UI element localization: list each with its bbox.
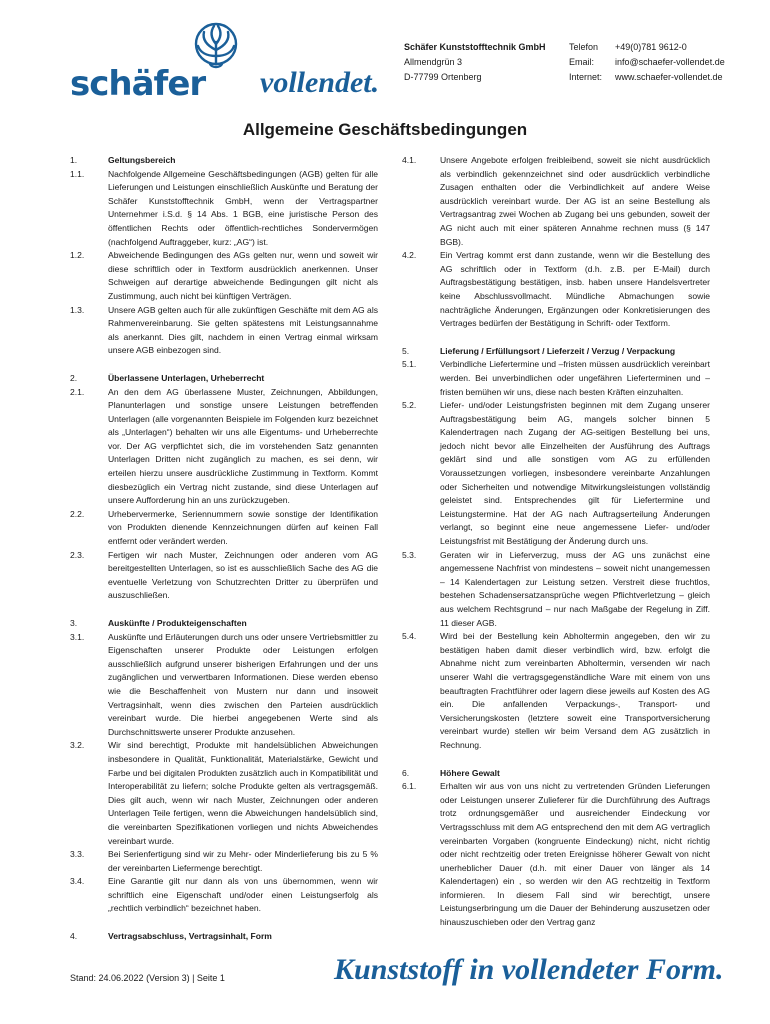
- section-spacer: [70, 603, 378, 617]
- section-heading-text: Höhere Gewalt: [440, 767, 500, 778]
- clause: [70, 249, 378, 303]
- clause-number: 5.1.: [402, 359, 417, 370]
- clause-text: Unsere AGB gelten auch für alle zukünftigen Geschäfte mit dem AG als Rahmenvereinbarung. Sie gelten spätestens mit Leistungsannahme als anerkannt. Dies gilt, nachdem in einen Vertrag einmal wirksam unsere AGB einbezogen sind.: [108, 304, 378, 356]
- clause-text: Ein Vertrag kommt erst dann zustande, wenn wir die Bestellung des AG schriftlich oder in Textform (d.h. z.B. per E-Mail) durch Auftragsbestätigung bestätigen, insb. haben unsere Handelsvertreter keine Abschlussvollmacht. Mündliche Abmachungen sowie nachträgliche Änderungen, Ergänzungen oder Konkretisierungen des Vertrages bedürfen der Bestätigung in Schrift- oder Textform.: [440, 250, 710, 329]
- footer-version: Stand: 24.06.2022 (Version 3) | Seite 1: [70, 973, 225, 983]
- clause: [70, 304, 378, 358]
- left-column: [70, 154, 378, 944]
- clause: [402, 630, 710, 752]
- company-street: Allmendgrün 3: [404, 57, 463, 67]
- page-title: Allgemeine Geschäftsbedingungen: [242, 120, 528, 139]
- clause-number: 1.3.: [70, 304, 85, 315]
- company-city: D-77799 Ortenberg: [404, 72, 482, 82]
- clause-text: Erhalten wir aus von uns nicht zu vertretenden Gründen Lieferungen oder Leistungen unserer Zulieferer für die Durchführung des Auftrags trotz ordnungsgemäßer und ausreichender Eindeckung vor Vertragsschluss mit dem AG entsprechend den mit dem AG vertraglich vereinbarten Vorgaben (kongruente Eindeckung) nicht, nicht richtig oder nicht rechtzeitig oder treten Ereignisse höherer Gewalt von nicht unerheblicher Dauer (d.h. mit einer Dauer von länger als 14 Kalendertagen) ein , so werden wir den AG rechtzeitig in Textform informieren. In diesem Fall sind wir berechtigt, unsere Leistungserbringung um die Dauer der Behinderung auszusetzen oder hinauszuschieben oder den Vertrag ganz: [440, 781, 710, 928]
- clause: [402, 549, 710, 631]
- section-heading: [402, 767, 710, 781]
- clause-number: 1.2.: [70, 250, 85, 261]
- clause-text: Geraten wir in Lieferverzug, muss der AG uns zunächst eine angemessene Nachfrist von mindestens – soweit nicht unangemessen – 14 Kalendertagen zur Leistung setzen. Verstreit diese fruchtlos, bestehen Schadensersatzansprüche wegen Pflichtverletzung – gleich aus welchem Rechtsgrund – nur nach Maßgabe der Regelung in Ziff. 11 dieser AGB.: [440, 549, 710, 628]
- clause-text: Wir sind berechtigt, Produkte mit handelsüblichen Abweichungen insbesondere in Qualität, Funktionalität, Materialstärke, Gewicht und Farbe und bei digitalen Produkten zusätzlich auch in Kompatibilität und Interoperabilität zu liefern; solche Produkte gelten als vertragsgemäß. Dies gilt auch, wenn wir nach Muster, Zeichnungen oder anderen Unterlagen Teile fertigen, wenn die Abweichungen handelsüblich sind, die vereinbarten Spezifikationen vorliegen und nichts Abweichendes vereinbart wurde.: [108, 740, 378, 846]
- section-spacer: [402, 331, 710, 345]
- company-logo: [70, 20, 390, 104]
- section-heading-text: Geltungsbereich: [108, 155, 176, 165]
- clause: [402, 358, 710, 399]
- clause-number: 2.2.: [70, 508, 85, 519]
- clause-text: Wird bei der Bestellung kein Abholtermin angegeben, den wir zu bestätigen haben damit dieser verbindlich wird, bzw. erfolgt die Abnahme nicht zum vereinbarten Abholtermin, versenden wir nach unserer Wahl die vertragsgegenständliche Ware mit einem von uns beauftragten Frachtführer oder lagern diese jeweils auf Kosten des AG ein. Die anfallenden Verpackungs-, Transport- und Versicherungskosten (letztere soweit eine Transportversicherung vereinbart wurde) stellen wir beim Versand dem AG zusätzlich in Rechnung.: [440, 631, 710, 750]
- clause-text: Liefer- und/oder Leistungsfristen beginnen mit dem Zugang unserer Auftragsbestätigung beim AG, mangels solcher binnen 5 Kalendertragen nach Zugang der AG-seitigen Bestellung bei uns, jedoch nicht bevor alle Einzelheiten der Ausführung des Auftrags geklärt sind und alle sonstigen vom AG zu erfüllenden Voraussetzungen vorliegen, insbesondere vereinbarte Anzahlungen oder Sicherheiten und notwendige Mitwirkungsleistungen vollständig geleistet sind. Entsprechendes gilt für Liefertermine und Leistungstermine. Hat der AG nach Auftragserteilung Änderungen verlangt, so beginnt eine neue angemessene Liefer- und/oder Leistungsfrist mit Bestätigung der Änderung durch uns.: [440, 400, 710, 547]
- section-spacer: [70, 916, 378, 930]
- clause-number: 3.4.: [70, 876, 85, 887]
- company-name: Schäfer Kunststofftechnik GmbH: [404, 42, 546, 52]
- footer-slogan: Kunststoff in vollendeter Form.: [334, 953, 724, 986]
- clause: [70, 386, 378, 508]
- clause: [402, 249, 710, 331]
- clause-text: Unsere Angebote erfolgen freibleibend, soweit sie nicht ausdrücklich als verbindlich gekennzeichnet sind oder ausdrücklich verbindliche Zusagen enthalten oder die Verbindlichkeit auf andere Weise ausdrücklich vereinbart wurde. Der AG ist an seine Bestellung als Vertragsantrag zwei Wochen ab Zugang bei uns gebunden, soweit der AG nicht auch mit einer späteren Annahme rechnen muss (§ 147 BGB).: [440, 155, 710, 247]
- clause-number: 4.1.: [402, 155, 417, 165]
- section-heading: [402, 345, 710, 359]
- clause-text: Fertigen wir nach Muster, Zeichnungen oder anderen vom AG bereitgestellten Unterlagen, so ist es ausschließlich Sache des AG die eventuelle Verletzung von Schutzrechten Dritter zu überprüfen und auszuschließen.: [108, 549, 378, 601]
- clause-number: 2.1.: [70, 386, 85, 397]
- company-address: [404, 40, 546, 85]
- clause-number: 4.: [70, 931, 78, 942]
- clause-number: 5.2.: [402, 400, 417, 411]
- clause: [402, 780, 710, 930]
- section-spacer: [70, 358, 378, 372]
- contact-email-link[interactable]: info@schaefer-vollendet.de: [615, 57, 725, 67]
- clause-text: Urhebervermerke, Seriennummern sowie sonstige der Identifikation von Produkten dienende Kennzeichnungen dürfen auf keinen Fall entfernt oder verändert werden.: [108, 508, 378, 547]
- clause-text: Verbindliche Liefertermine und –fristen müssen ausdrücklich vereinbart werden. Bei unverbindlichen oder ungefähren Lieferterminen und –fristen bemühen wir uns, diese nach besten Kräften einzuhalten.: [440, 359, 710, 397]
- right-column: [402, 154, 710, 930]
- clause-number: 3.2.: [70, 740, 85, 751]
- contact-phone-row: [569, 40, 725, 55]
- contact-label: Email:: [569, 57, 595, 67]
- contact-label: Internet:: [569, 72, 603, 82]
- clause-number: 2.: [70, 372, 78, 383]
- clause-text: Abweichende Bedingungen des AGs gelten nur, wenn und soweit wir diese schriftlich oder in Textform ausdrücklich anerkennen. Unser Schweigen auf derartige abweichende Bedingungen gilt nicht als Zustimmung, auch nicht bei künftigen Verträgen.: [108, 250, 378, 301]
- clause-text: Auskünfte und Erläuterungen durch uns oder unsere Vertriebsmittler zu Eigenschaften unserer Produkte oder Leistungen erfolgen ausschließlich aufgrund unserer bisherigen Erfahrungen und der uns zugänglichen und verwertbaren Informationen. Diese werden ebenso wie die Beschaffenheit von Mustern nur dann und insoweit Vertragsinhalt, wenn dies zwischen den Parteien ausdrücklich vereinbart wurde. Die hierbei angegebenen Werte sind als Durchschnittswerte unserer Produkte anzusehen.: [108, 631, 378, 737]
- contact-info: [569, 40, 725, 85]
- clause: [70, 168, 378, 250]
- clause-number: 1.: [70, 155, 78, 165]
- clause: [70, 508, 378, 549]
- section-heading-text: Auskünfte / Produkteigenschaften: [108, 618, 247, 628]
- clause-number: 2.3.: [70, 549, 85, 560]
- clause: [70, 875, 378, 916]
- clause-number: 6.: [402, 767, 410, 778]
- clause-number: 5.4.: [402, 631, 417, 642]
- logo-tagline: vollendet.: [260, 66, 380, 99]
- clause-text: An den dem AG überlassene Muster, Zeichnungen, Abbildungen, Planunterlagen und sonstige unsere Leistungen betreffenden Unterlagen (alle vorgenannten Beispiele im Folgenden kurz bezeichnet als „Unterlagen“) behalten wir uns alle Eigentums- und Urheberrechte vor. Der AG verpflichtet sich, die im vorstehenden Satz genannten Unterlagen Dritten nicht zugänglich zu machen, es sei denn, wir erteilen hierzu unsere ausdrückliche Zustimmung in Textform. Kommt diesbezüglich ein Vertrag nicht zustande, sind diese Unterlagen auf unsere Aufforderung hin an uns zurückzugeben.: [108, 386, 378, 506]
- clause-number: 4.2.: [402, 250, 417, 261]
- clause-number: 5.: [402, 345, 410, 356]
- clause: [70, 848, 378, 875]
- logo-wordmark: schäfer: [70, 64, 206, 104]
- section-heading: [70, 617, 378, 631]
- section-heading-text: Überlassene Unterlagen, Urheberrecht: [108, 372, 265, 383]
- clause-number: 3.3.: [70, 849, 85, 860]
- clause-number: 1.1.: [70, 168, 85, 179]
- section-heading: [70, 930, 378, 944]
- section-heading: [70, 154, 378, 168]
- clause: [70, 631, 378, 740]
- contact-website-row: [569, 70, 725, 85]
- clause-text: Bei Serienfertigung sind wir zu Mehr- oder Minderlieferung bis zu 5 % der vereinbarten Liefermenge berechtigt.: [108, 849, 378, 873]
- section-heading-text: Vertragsabschluss, Vertragsinhalt, Form: [108, 931, 272, 942]
- contact-label: Telefon: [569, 42, 599, 52]
- clause: [70, 739, 378, 848]
- contact-email-row: [569, 55, 725, 70]
- section-heading: [70, 372, 378, 386]
- clause-text: Nachfolgende Allgemeine Geschäftsbedingungen (AGB) gelten für alle Lieferungen und Leistungen einschließlich Auskünfte und Beratung der Schäfer Kunststofftechnik GmbH, wenn der Vertragspartner Unternehmer i.S.d. § 14 Abs. 1 BGB, eine juristische Person des öffentlichen Rechts oder öffentlich-rechtliches Sondervermögen (nachfolgend Auftraggeber, kurz: „AG“) ist.: [108, 168, 378, 247]
- contact-website-link[interactable]: www.schaefer-vollendet.de: [615, 72, 723, 82]
- clause: [402, 154, 710, 249]
- clause-number: 3.: [70, 618, 78, 628]
- clause: [402, 399, 710, 549]
- section-heading-text: Lieferung / Erfüllungsort / Lieferzeit / Verzug / Verpackung: [440, 345, 676, 356]
- clause-number: 5.3.: [402, 549, 417, 560]
- section-spacer: [402, 753, 710, 767]
- clause-number: 3.1.: [70, 631, 85, 642]
- contact-value: +49(0)781 9612-0: [615, 42, 687, 52]
- clause: [70, 549, 378, 603]
- clause-number: 6.1.: [402, 781, 417, 792]
- clause-text: Eine Garantie gilt nur dann als von uns übernommen, wenn wir schriftlich eine Eigenschaft und/oder einen Leistungserfolg als „rechtlich verbindlich“ bezeichnet haben.: [108, 876, 378, 914]
